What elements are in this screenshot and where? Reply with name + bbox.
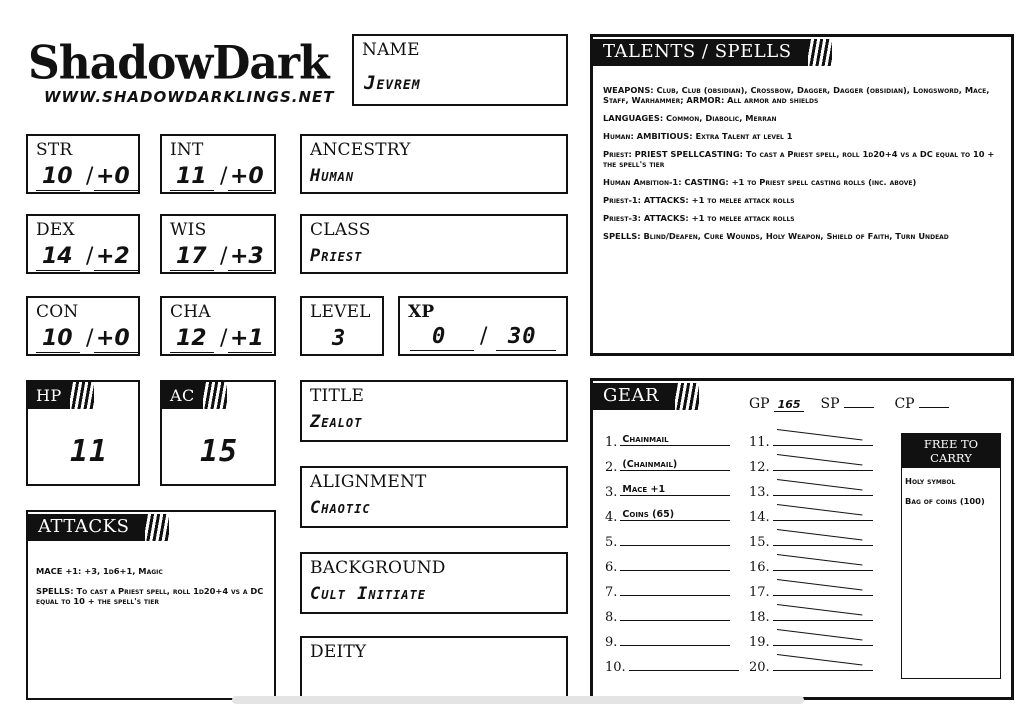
class-box[interactable]: [300, 214, 568, 274]
xp-box[interactable]: XP 0 / 30: [398, 296, 568, 356]
level-box[interactable]: [300, 296, 384, 356]
gear-slot-number: 19.: [749, 635, 770, 650]
stat-mod: +2: [96, 244, 130, 269]
gear-slot[interactable]: [605, 483, 730, 500]
stat-con[interactable]: CON 10 / +0: [26, 296, 140, 356]
gear-label: GEAR: [593, 383, 681, 410]
name-value: Jevrem: [364, 72, 421, 94]
gear-slot-number: 16.: [749, 560, 770, 575]
attack-line: SPELLS: To cast a Priest spell, roll 1d20+4 vs a DC equal to 10 + the spell's tier: [36, 586, 264, 606]
stat-label: STR: [36, 140, 73, 160]
gear-slot[interactable]: [749, 483, 873, 500]
gear-slot[interactable]: [749, 558, 873, 575]
gear-slot-line: [620, 558, 730, 571]
ac-label: AC: [162, 382, 209, 409]
attacks-box[interactable]: [26, 510, 276, 700]
cp-value[interactable]: [919, 395, 949, 408]
gear-slot[interactable]: [749, 508, 873, 525]
deity-label: DEITY: [310, 642, 367, 662]
ancestry-value: Human: [310, 166, 355, 186]
gear-slot[interactable]: [605, 608, 730, 625]
gear-slot-number: 11.: [749, 435, 770, 450]
stat-mod: +0: [230, 164, 264, 189]
gear-slot[interactable]: [749, 583, 873, 600]
free-to-carry-box[interactable]: [901, 433, 1001, 679]
free-to-carry-label: FREE TO CARRY: [902, 434, 1000, 468]
gear-slot[interactable]: [749, 658, 873, 675]
hp-box[interactable]: [26, 380, 140, 486]
free-item: Bag of coins (100): [905, 496, 985, 506]
stat-label: DEX: [36, 220, 75, 240]
talents-box[interactable]: [590, 34, 1014, 356]
alignment-label: ALIGNMENT: [310, 472, 427, 492]
gear-slot-number: 14.: [749, 510, 770, 525]
level-label: LEVEL: [310, 302, 371, 322]
deity-box[interactable]: [300, 636, 568, 698]
talent-line: Priest: PRIEST SPELLCASTING: To cast a Priest spell, roll 1d20+4 vs a DC equal to 10 + the spell's tier: [603, 149, 995, 169]
logo: [28, 36, 338, 120]
stat-score: 17: [176, 244, 207, 269]
level-value: 3: [332, 326, 347, 351]
free-item: Holy symbol: [905, 476, 956, 486]
gear-slot[interactable]: [749, 608, 873, 625]
gear-slot-number: 15.: [749, 535, 770, 550]
sp-value[interactable]: [844, 395, 874, 408]
gear-slot-number: 2.: [605, 460, 618, 475]
gear-slot[interactable]: [749, 458, 873, 475]
xp-next: 30: [508, 324, 537, 349]
gear-slot[interactable]: [605, 533, 730, 550]
gear-slot-number: 18.: [749, 610, 770, 625]
gear-slot-number: 9.: [605, 635, 618, 650]
gear-slot-number: 3.: [605, 485, 618, 500]
gear-slot-line: [620, 583, 730, 596]
ac-box[interactable]: [160, 380, 276, 486]
talent-line: SPELLS: Blind/Deafen, Cure Wounds, Holy Weapon, Shield of Faith, Turn Undead: [603, 231, 949, 241]
horizontal-scrollbar[interactable]: [232, 696, 804, 704]
talent-line: Priest-3: ATTACKS: +1 to melee attack rolls: [603, 213, 795, 223]
class-label: CLASS: [310, 220, 371, 240]
talent-line: LANGUAGES: Common, Diabolic, Merran: [603, 113, 777, 123]
talent-line: Human Ambition-1: CASTING: +1 to Priest spell casting rolls (inc. above): [603, 177, 917, 187]
gear-slot-line: [620, 433, 730, 446]
gear-slot-item: Chainmail: [622, 434, 669, 445]
stat-int[interactable]: INT 11 / +0: [160, 134, 276, 194]
stat-score: 10: [42, 164, 73, 189]
gear-slot-line: [620, 458, 730, 471]
stat-str[interactable]: STR 10 / +0: [26, 134, 140, 194]
title-box[interactable]: [300, 380, 568, 442]
stat-score: 11: [176, 164, 207, 189]
gear-slot-number: 1.: [605, 435, 618, 450]
stat-mod: +1: [230, 326, 264, 351]
ancestry-box[interactable]: [300, 134, 568, 194]
stat-dex[interactable]: DEX 14 / +2: [26, 214, 140, 274]
stat-score: 14: [42, 244, 73, 269]
gp-label: GP: [749, 396, 770, 412]
gear-slot-line: [620, 533, 730, 546]
gear-slot-number: 17.: [749, 585, 770, 600]
gear-slot[interactable]: [605, 458, 730, 475]
alignment-box[interactable]: [300, 466, 568, 528]
gear-slot-number: 4.: [605, 510, 618, 525]
coins-row: [749, 395, 1009, 412]
stat-mod: +3: [230, 244, 264, 269]
name-box[interactable]: [352, 34, 568, 106]
gear-slot-number: 6.: [605, 560, 618, 575]
gear-slot-number: 20.: [749, 660, 770, 675]
xp-label: XP: [408, 302, 435, 322]
stat-mod: +0: [96, 164, 130, 189]
stat-mod: +0: [96, 326, 130, 351]
cp-label: CP: [894, 396, 915, 412]
hp-value: 11: [70, 434, 109, 469]
gear-box[interactable]: [590, 378, 1014, 700]
stat-cha[interactable]: CHA 12 / +1: [160, 296, 276, 356]
ac-value: 15: [200, 434, 239, 469]
gear-slot[interactable]: [605, 658, 739, 675]
title-value: Zealot: [310, 412, 363, 432]
gear-slot-number: 7.: [605, 585, 618, 600]
gear-slot-number: 5.: [605, 535, 618, 550]
xp-current: 0: [432, 324, 447, 349]
gear-slot-line: [620, 633, 730, 646]
gear-slot[interactable]: [749, 433, 873, 450]
class-value: Priest: [310, 246, 363, 266]
gear-slot[interactable]: [605, 433, 730, 450]
stat-label: CON: [36, 302, 79, 322]
gear-slot-number: 13.: [749, 485, 770, 500]
gear-slot[interactable]: [605, 558, 730, 575]
stat-label: WIS: [170, 220, 207, 240]
alignment-value: Chaotic: [310, 498, 371, 518]
gp-value[interactable]: 165: [774, 398, 804, 412]
ancestry-label: ANCESTRY: [310, 140, 411, 160]
gear-slot-line: [620, 608, 730, 621]
logo-title: ShadowDark: [28, 36, 329, 91]
gear-slot[interactable]: [605, 508, 730, 525]
gear-slot-line: [620, 508, 730, 521]
talent-line: Priest-1: ATTACKS: +1 to melee attack rolls: [603, 195, 795, 205]
background-value: Cult Initiate: [310, 584, 426, 604]
gear-slot-number: 12.: [749, 460, 770, 475]
gear-slot-item: Mace +1: [622, 484, 666, 495]
title-label: TITLE: [310, 386, 365, 406]
logo-url: WWW.SHADOWDARKLINGS.NET: [44, 88, 335, 106]
gear-slot-item: (Chainmail): [622, 459, 678, 470]
gear-slot-number: 10.: [605, 660, 626, 675]
gear-slot-item: Coins (65): [622, 509, 675, 520]
stat-score: 10: [42, 326, 73, 351]
stat-label: INT: [170, 140, 204, 160]
background-box[interactable]: [300, 552, 568, 614]
talent-line: WEAPONS: Club, Club (obsidian), Crossbow, Dagger, Dagger (obsidian), Longsword, Mace, Staff, Warhammer; ARMOR: All armor and shields: [603, 85, 990, 105]
attack-line: MACE +1: +3, 1d6+1, Magic: [36, 566, 163, 576]
stat-score: 12: [176, 326, 207, 351]
gear-slot-line: [629, 658, 739, 671]
attacks-label: ATTACKS: [28, 514, 151, 541]
stat-label: CHA: [170, 302, 211, 322]
talent-line: Human: AMBITIOUS: Extra Talent at level 1: [603, 131, 793, 141]
stat-wis[interactable]: WIS 17 / +3: [160, 214, 276, 274]
gear-slot-number: 8.: [605, 610, 618, 625]
gear-slot[interactable]: [605, 583, 730, 600]
name-label: NAME: [362, 40, 420, 60]
talents-label: TALENTS / SPELLS: [593, 39, 814, 66]
gear-slot[interactable]: [749, 533, 873, 550]
gear-slot-line: [620, 483, 730, 496]
hp-label: HP: [28, 382, 76, 409]
background-label: BACKGROUND: [310, 558, 446, 578]
talents-list: [603, 85, 999, 249]
gear-slot[interactable]: [605, 633, 730, 650]
gear-slot[interactable]: [749, 633, 873, 650]
sp-label: SP: [820, 396, 840, 412]
